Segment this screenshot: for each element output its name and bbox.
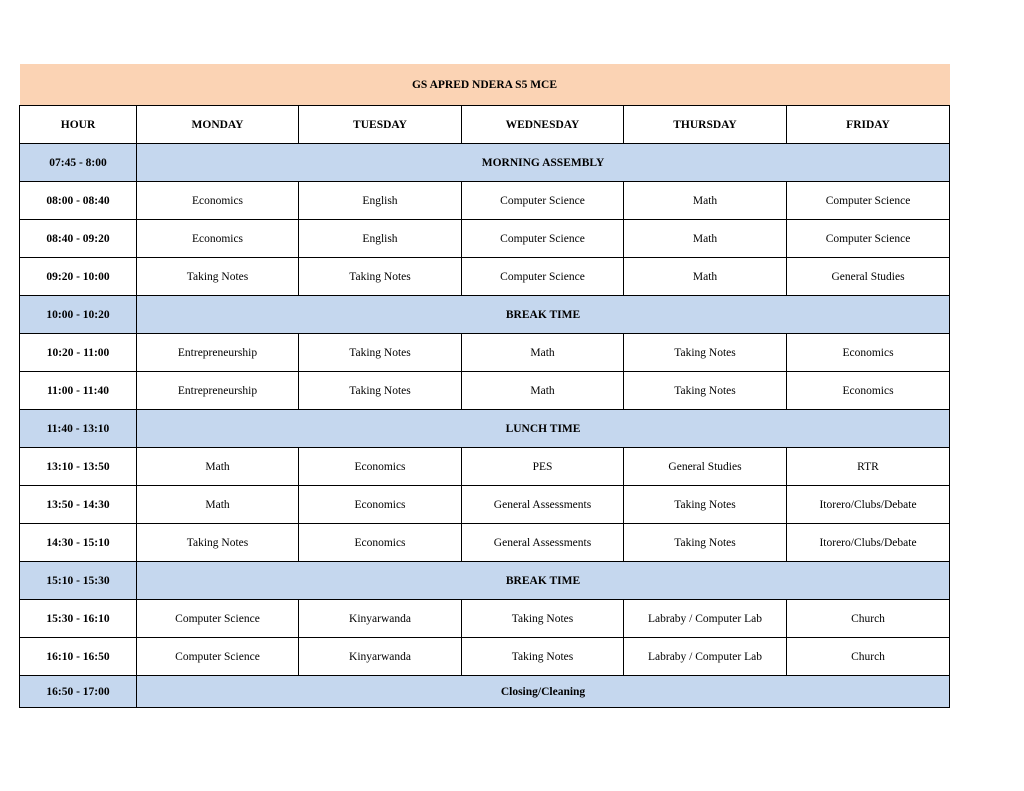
schedule-row bbox=[20, 486, 950, 524]
timetable-title: GS APRED NDERA S5 MCE bbox=[20, 64, 950, 106]
header-monday: MONDAY bbox=[137, 106, 299, 144]
schedule-row bbox=[20, 220, 950, 258]
hour-cell: 13:10 - 13:50 bbox=[20, 448, 137, 486]
hour-cell: 15:10 - 15:30 bbox=[20, 562, 137, 600]
schedule-row bbox=[20, 372, 950, 410]
title-row bbox=[20, 64, 950, 106]
subject-cell-thursday: Math bbox=[624, 220, 787, 258]
subject-cell-monday: Taking Notes bbox=[137, 524, 299, 562]
hour-cell: 09:20 - 10:00 bbox=[20, 258, 137, 296]
break-label: Closing/Cleaning bbox=[137, 676, 950, 708]
subject-cell-monday: Entrepreneurship bbox=[137, 372, 299, 410]
subject-cell-thursday: Taking Notes bbox=[624, 524, 787, 562]
subject-cell-tuesday: English bbox=[299, 220, 462, 258]
subject-cell-friday: Itorero/Clubs/Debate bbox=[787, 486, 950, 524]
subject-cell-monday: Economics bbox=[137, 220, 299, 258]
schedule-row bbox=[20, 334, 950, 372]
subject-cell-friday: Itorero/Clubs/Debate bbox=[787, 524, 950, 562]
subject-cell-friday: Economics bbox=[787, 372, 950, 410]
header-row bbox=[20, 106, 950, 144]
subject-cell-wednesday: General Assessments bbox=[462, 524, 624, 562]
break-label: LUNCH TIME bbox=[137, 410, 950, 448]
hour-cell: 08:40 - 09:20 bbox=[20, 220, 137, 258]
subject-cell-wednesday: Taking Notes bbox=[462, 638, 624, 676]
subject-cell-monday: Math bbox=[137, 448, 299, 486]
schedule-row bbox=[20, 448, 950, 486]
schedule-row bbox=[20, 524, 950, 562]
subject-cell-wednesday: PES bbox=[462, 448, 624, 486]
subject-cell-friday: Computer Science bbox=[787, 220, 950, 258]
subject-cell-wednesday: Math bbox=[462, 372, 624, 410]
subject-cell-wednesday: Taking Notes bbox=[462, 600, 624, 638]
schedule-row bbox=[20, 258, 950, 296]
subject-cell-thursday: General Studies bbox=[624, 448, 787, 486]
subject-cell-wednesday: Computer Science bbox=[462, 182, 624, 220]
subject-cell-friday: Church bbox=[787, 600, 950, 638]
subject-cell-monday: Entrepreneurship bbox=[137, 334, 299, 372]
break-row bbox=[20, 410, 950, 448]
schedule-row bbox=[20, 182, 950, 220]
subject-cell-monday: Computer Science bbox=[137, 600, 299, 638]
hour-cell: 10:20 - 11:00 bbox=[20, 334, 137, 372]
break-row bbox=[20, 676, 950, 708]
subject-cell-tuesday: Economics bbox=[299, 448, 462, 486]
subject-cell-wednesday: General Assessments bbox=[462, 486, 624, 524]
subject-cell-friday: RTR bbox=[787, 448, 950, 486]
subject-cell-tuesday: Taking Notes bbox=[299, 334, 462, 372]
hour-cell: 16:10 - 16:50 bbox=[20, 638, 137, 676]
subject-cell-wednesday: Math bbox=[462, 334, 624, 372]
subject-cell-thursday: Taking Notes bbox=[624, 372, 787, 410]
schedule-row bbox=[20, 600, 950, 638]
subject-cell-friday: Computer Science bbox=[787, 182, 950, 220]
subject-cell-monday: Economics bbox=[137, 182, 299, 220]
schedule-row bbox=[20, 638, 950, 676]
subject-cell-friday: General Studies bbox=[787, 258, 950, 296]
break-label: BREAK TIME bbox=[137, 562, 950, 600]
hour-cell: 11:00 - 11:40 bbox=[20, 372, 137, 410]
header-friday: FRIDAY bbox=[787, 106, 950, 144]
break-label: BREAK TIME bbox=[137, 296, 950, 334]
subject-cell-tuesday: Kinyarwanda bbox=[299, 600, 462, 638]
subject-cell-friday: Economics bbox=[787, 334, 950, 372]
header-hour: HOUR bbox=[20, 106, 137, 144]
subject-cell-thursday: Taking Notes bbox=[624, 334, 787, 372]
break-label: MORNING ASSEMBLY bbox=[137, 144, 950, 182]
subject-cell-tuesday: Taking Notes bbox=[299, 372, 462, 410]
subject-cell-tuesday: Kinyarwanda bbox=[299, 638, 462, 676]
subject-cell-thursday: Math bbox=[624, 258, 787, 296]
header-tuesday: TUESDAY bbox=[299, 106, 462, 144]
hour-cell: 07:45 - 8:00 bbox=[20, 144, 137, 182]
subject-cell-tuesday: Economics bbox=[299, 486, 462, 524]
header-wednesday: WEDNESDAY bbox=[462, 106, 624, 144]
hour-cell: 11:40 - 13:10 bbox=[20, 410, 137, 448]
subject-cell-monday: Math bbox=[137, 486, 299, 524]
subject-cell-thursday: Labraby / Computer Lab bbox=[624, 638, 787, 676]
break-row bbox=[20, 296, 950, 334]
subject-cell-monday: Taking Notes bbox=[137, 258, 299, 296]
subject-cell-wednesday: Computer Science bbox=[462, 258, 624, 296]
subject-cell-friday: Church bbox=[787, 638, 950, 676]
subject-cell-tuesday: Taking Notes bbox=[299, 258, 462, 296]
hour-cell: 10:00 - 10:20 bbox=[20, 296, 137, 334]
hour-cell: 14:30 - 15:10 bbox=[20, 524, 137, 562]
subject-cell-thursday: Labraby / Computer Lab bbox=[624, 600, 787, 638]
timetable bbox=[19, 64, 950, 708]
subject-cell-monday: Computer Science bbox=[137, 638, 299, 676]
subject-cell-thursday: Taking Notes bbox=[624, 486, 787, 524]
subject-cell-tuesday: Economics bbox=[299, 524, 462, 562]
header-thursday: THURSDAY bbox=[624, 106, 787, 144]
hour-cell: 08:00 - 08:40 bbox=[20, 182, 137, 220]
subject-cell-wednesday: Computer Science bbox=[462, 220, 624, 258]
subject-cell-thursday: Math bbox=[624, 182, 787, 220]
break-row bbox=[20, 144, 950, 182]
hour-cell: 13:50 - 14:30 bbox=[20, 486, 137, 524]
hour-cell: 15:30 - 16:10 bbox=[20, 600, 137, 638]
hour-cell: 16:50 - 17:00 bbox=[20, 676, 137, 708]
break-row bbox=[20, 562, 950, 600]
subject-cell-tuesday: English bbox=[299, 182, 462, 220]
